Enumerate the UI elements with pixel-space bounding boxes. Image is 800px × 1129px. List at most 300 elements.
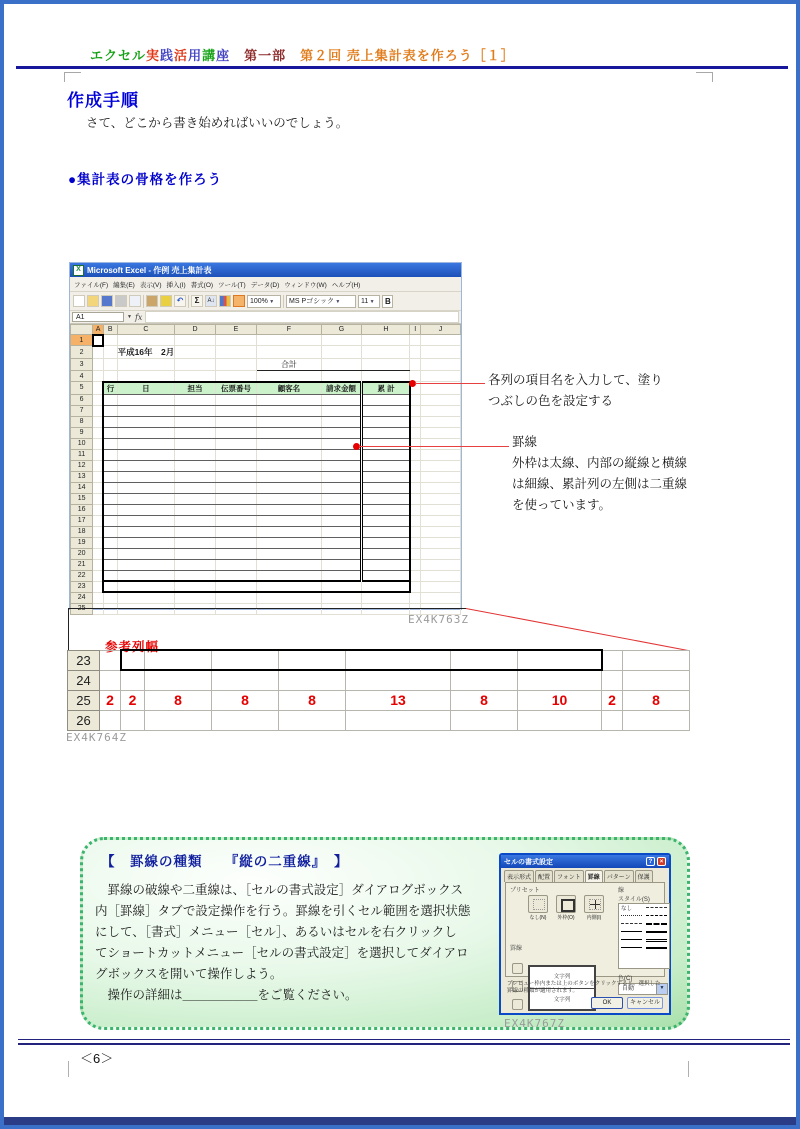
- dialog-tab-パターン[interactable]: パターン: [604, 870, 634, 882]
- formula-input[interactable]: [145, 311, 459, 323]
- grid-cell-D22[interactable]: [175, 570, 216, 581]
- grid-cell-F18[interactable]: [257, 526, 322, 537]
- grid-cell-G14[interactable]: [321, 482, 361, 493]
- grid-cell-E12[interactable]: [215, 460, 256, 471]
- grid-cell-D5[interactable]: 担当: [175, 382, 216, 395]
- grid-cell-D20[interactable]: [175, 548, 216, 559]
- column-header-G[interactable]: G: [321, 325, 361, 335]
- grid-cell-I8[interactable]: [410, 416, 421, 427]
- grid-cell-H9[interactable]: [362, 427, 410, 438]
- column-header-H[interactable]: H: [362, 325, 410, 335]
- grid-cell-C4[interactable]: [117, 371, 175, 382]
- grid-cell-E14[interactable]: [215, 482, 256, 493]
- grid-cell-E17[interactable]: [215, 515, 256, 526]
- row-header-10[interactable]: 10: [71, 438, 93, 449]
- grid-cell-B8[interactable]: [103, 416, 117, 427]
- grid-cell-J1[interactable]: [421, 335, 461, 346]
- grid-cell-C3[interactable]: [117, 359, 175, 371]
- grid-cell-G16[interactable]: [321, 504, 361, 515]
- grid-cell-I2[interactable]: [410, 346, 421, 359]
- grid-cell-A10[interactable]: [93, 438, 104, 449]
- grid-cell-B2[interactable]: [103, 346, 117, 359]
- grid-cell-I21[interactable]: [410, 559, 421, 570]
- grid-cell-C23[interactable]: [117, 581, 175, 592]
- grid-cell-E4[interactable]: [215, 371, 256, 382]
- grid-cell-D17[interactable]: [175, 515, 216, 526]
- grid-cell-G15[interactable]: [321, 493, 361, 504]
- line-style-dash-fine[interactable]: [644, 912, 669, 920]
- grid-cell-F22[interactable]: [257, 570, 322, 581]
- grid-cell-B13[interactable]: [103, 471, 117, 482]
- grid-cell-A17[interactable]: [93, 515, 104, 526]
- grid-cell-C13[interactable]: [117, 471, 175, 482]
- grid-cell-J21[interactable]: [421, 559, 461, 570]
- line-style-medium[interactable]: [644, 928, 669, 936]
- column-header-A[interactable]: A: [93, 325, 104, 335]
- row-header-7[interactable]: 7: [71, 405, 93, 416]
- grid-cell-D7[interactable]: [175, 405, 216, 416]
- grid-cell-D9[interactable]: [175, 427, 216, 438]
- grid-cell-I15[interactable]: [410, 493, 421, 504]
- grid-cell-C5[interactable]: 日: [117, 382, 175, 395]
- grid-cell-J4[interactable]: [421, 371, 461, 382]
- grid-cell-E13[interactable]: [215, 471, 256, 482]
- grid-cell-E7[interactable]: [215, 405, 256, 416]
- sort-icon[interactable]: A↓: [205, 295, 217, 307]
- line-style-thin2[interactable]: [619, 944, 644, 952]
- grid-cell-E3[interactable]: [215, 359, 256, 371]
- grid-cell-F1[interactable]: [257, 335, 322, 346]
- grid-cell-I12[interactable]: [410, 460, 421, 471]
- grid-cell-I9[interactable]: [410, 427, 421, 438]
- font-size-select[interactable]: 11 ▼: [358, 295, 380, 308]
- grid-cell-G21[interactable]: [321, 559, 361, 570]
- grid-cell-D12[interactable]: [175, 460, 216, 471]
- grid-cell-J8[interactable]: [421, 416, 461, 427]
- bold-button[interactable]: B: [382, 295, 393, 308]
- grid-cell-A12[interactable]: [93, 460, 104, 471]
- grid-cell-A1[interactable]: [93, 335, 104, 346]
- grid-cell-J12[interactable]: [421, 460, 461, 471]
- grid-cell-H7[interactable]: [362, 405, 410, 416]
- excel-menu-item[interactable]: ヘルプ(H): [331, 281, 361, 289]
- grid-cell-J18[interactable]: [421, 526, 461, 537]
- grid-cell-D14[interactable]: [175, 482, 216, 493]
- row-header-13[interactable]: 13: [71, 471, 93, 482]
- column-header-C[interactable]: C: [117, 325, 175, 335]
- grid-cell-D15[interactable]: [175, 493, 216, 504]
- grid-cell-H12[interactable]: [362, 460, 410, 471]
- grid-cell-F3[interactable]: 合計: [257, 359, 322, 371]
- grid-cell-A4[interactable]: [93, 371, 104, 382]
- grid-cell-B4[interactable]: [103, 371, 117, 382]
- grid-cell-H13[interactable]: [362, 471, 410, 482]
- excel-menu-item[interactable]: 表示(V): [139, 281, 162, 289]
- excel-menu-item[interactable]: 書式(O): [190, 281, 214, 289]
- grid-cell-J24[interactable]: [421, 592, 461, 603]
- row-header-17[interactable]: 17: [71, 515, 93, 526]
- grid-cell-D19[interactable]: [175, 537, 216, 548]
- grid-cell-E20[interactable]: [215, 548, 256, 559]
- grid-cell-I6[interactable]: [410, 394, 421, 405]
- grid-cell-C19[interactable]: [117, 537, 175, 548]
- grid-cell-C17[interactable]: [117, 515, 175, 526]
- grid-cell-D13[interactable]: [175, 471, 216, 482]
- grid-cell-J11[interactable]: [421, 449, 461, 460]
- grid-cell-D6[interactable]: [175, 394, 216, 405]
- grid-cell-A19[interactable]: [93, 537, 104, 548]
- grid-cell-E16[interactable]: [215, 504, 256, 515]
- grid-cell-F9[interactable]: [257, 427, 322, 438]
- grid-cell-B15[interactable]: [103, 493, 117, 504]
- grid-cell-C1[interactable]: [117, 335, 175, 346]
- grid-cell-D18[interactable]: [175, 526, 216, 537]
- grid-cell-J20[interactable]: [421, 548, 461, 559]
- grid-cell-A11[interactable]: [93, 449, 104, 460]
- grid-cell-E21[interactable]: [215, 559, 256, 570]
- grid-cell-I16[interactable]: [410, 504, 421, 515]
- grid-cell-C22[interactable]: [117, 570, 175, 581]
- row-header-19[interactable]: 19: [71, 537, 93, 548]
- grid-cell-F4[interactable]: [257, 371, 322, 382]
- grid-cell-C8[interactable]: [117, 416, 175, 427]
- dialog-close-icon[interactable]: ×: [657, 857, 666, 866]
- grid-cell-F21[interactable]: [257, 559, 322, 570]
- grid-cell-C21[interactable]: [117, 559, 175, 570]
- grid-cell-G6[interactable]: [321, 394, 361, 405]
- grid-cell-A7[interactable]: [93, 405, 104, 416]
- grid-cell-C7[interactable]: [117, 405, 175, 416]
- row-header-16[interactable]: 16: [71, 504, 93, 515]
- grid-cell-G11[interactable]: [321, 449, 361, 460]
- grid-cell-E2[interactable]: [215, 346, 256, 359]
- grid-cell-I20[interactable]: [410, 548, 421, 559]
- preset-inside-button[interactable]: [584, 895, 604, 913]
- font-name-select[interactable]: MS Pゴシック ▼: [286, 295, 356, 308]
- grid-cell-B16[interactable]: [103, 504, 117, 515]
- grid-cell-D21[interactable]: [175, 559, 216, 570]
- grid-cell-A20[interactable]: [93, 548, 104, 559]
- grid-cell-C24[interactable]: [117, 592, 175, 603]
- grid-cell-H2[interactable]: [362, 346, 410, 359]
- grid-cell-H16[interactable]: [362, 504, 410, 515]
- undo-icon[interactable]: ↶: [174, 295, 186, 307]
- grid-cell-I23[interactable]: [410, 581, 421, 592]
- row-header-15[interactable]: 15: [71, 493, 93, 504]
- grid-cell-G22[interactable]: [321, 570, 361, 581]
- row-header-6[interactable]: 6: [71, 394, 93, 405]
- grid-cell-C6[interactable]: [117, 394, 175, 405]
- grid-cell-F8[interactable]: [257, 416, 322, 427]
- select-all-corner[interactable]: [71, 325, 93, 335]
- grid-cell-A21[interactable]: [93, 559, 104, 570]
- grid-cell-B9[interactable]: [103, 427, 117, 438]
- grid-cell-G5[interactable]: 請求金額: [321, 382, 361, 395]
- grid-cell-F17[interactable]: [257, 515, 322, 526]
- grid-cell-G3[interactable]: [321, 359, 361, 371]
- new-document-icon[interactable]: [73, 295, 85, 307]
- grid-cell-A22[interactable]: [93, 570, 104, 581]
- grid-cell-F6[interactable]: [257, 394, 322, 405]
- grid-cell-I18[interactable]: [410, 526, 421, 537]
- excel-menu-item[interactable]: データ(D): [250, 281, 280, 289]
- grid-cell-B23[interactable]: [103, 581, 117, 592]
- grid-cell-J15[interactable]: [421, 493, 461, 504]
- grid-cell-A15[interactable]: [93, 493, 104, 504]
- grid-cell-A5[interactable]: [93, 382, 104, 395]
- grid-cell-A24[interactable]: [93, 592, 104, 603]
- border-bottom-button[interactable]: [512, 999, 523, 1010]
- grid-cell-I7[interactable]: [410, 405, 421, 416]
- grid-cell-H15[interactable]: [362, 493, 410, 504]
- grid-cell-H10[interactable]: [362, 438, 410, 449]
- grid-cell-B3[interactable]: [103, 359, 117, 371]
- grid-cell-E22[interactable]: [215, 570, 256, 581]
- grid-cell-F23[interactable]: [257, 581, 322, 592]
- grid-cell-B21[interactable]: [103, 559, 117, 570]
- grid-cell-H6[interactable]: [362, 394, 410, 405]
- grid-cell-D11[interactable]: [175, 449, 216, 460]
- excel-menu-item[interactable]: 編集(E): [113, 281, 135, 289]
- grid-cell-J14[interactable]: [421, 482, 461, 493]
- grid-cell-E6[interactable]: [215, 394, 256, 405]
- grid-cell-G4[interactable]: [321, 371, 361, 382]
- grid-cell-G12[interactable]: [321, 460, 361, 471]
- grid-cell-C14[interactable]: [117, 482, 175, 493]
- excel-menu-item[interactable]: ウィンドウ(W): [284, 281, 327, 289]
- grid-cell-G9[interactable]: [321, 427, 361, 438]
- grid-cell-C9[interactable]: [117, 427, 175, 438]
- print-preview-icon[interactable]: [129, 295, 141, 307]
- column-header-J[interactable]: J: [421, 325, 461, 335]
- grid-cell-E24[interactable]: [215, 592, 256, 603]
- grid-cell-J19[interactable]: [421, 537, 461, 548]
- grid-cell-F13[interactable]: [257, 471, 322, 482]
- grid-cell-G23[interactable]: [321, 581, 361, 592]
- dialog-tab-表示形式[interactable]: 表示形式: [504, 870, 534, 882]
- grid-cell-J17[interactable]: [421, 515, 461, 526]
- line-style-dotted[interactable]: [619, 912, 644, 920]
- grid-cell-F19[interactable]: [257, 537, 322, 548]
- grid-cell-A23[interactable]: [93, 581, 104, 592]
- grid-cell-D8[interactable]: [175, 416, 216, 427]
- grid-cell-F16[interactable]: [257, 504, 322, 515]
- grid-cell-A13[interactable]: [93, 471, 104, 482]
- grid-cell-G17[interactable]: [321, 515, 361, 526]
- row-header-1[interactable]: 1: [71, 335, 93, 346]
- row-header-12[interactable]: 12: [71, 460, 93, 471]
- grid-cell-G24[interactable]: [321, 592, 361, 603]
- grid-cell-D4[interactable]: [175, 371, 216, 382]
- grid-cell-F12[interactable]: [257, 460, 322, 471]
- grid-cell-I19[interactable]: [410, 537, 421, 548]
- grid-cell-H14[interactable]: [362, 482, 410, 493]
- grid-cell-F24[interactable]: [257, 592, 322, 603]
- grid-cell-E9[interactable]: [215, 427, 256, 438]
- dialog-help-icon[interactable]: ?: [646, 857, 655, 866]
- cell-name-box[interactable]: A1: [72, 312, 124, 322]
- preset-outline-button[interactable]: [556, 895, 576, 913]
- grid-cell-H24[interactable]: [362, 592, 410, 603]
- grid-cell-J3[interactable]: [421, 359, 461, 371]
- ok-button[interactable]: OK: [591, 997, 623, 1009]
- grid-cell-G18[interactable]: [321, 526, 361, 537]
- row-header-21[interactable]: 21: [71, 559, 93, 570]
- column-header-E[interactable]: E: [215, 325, 256, 335]
- grid-cell-B18[interactable]: [103, 526, 117, 537]
- grid-cell-F7[interactable]: [257, 405, 322, 416]
- grid-cell-J9[interactable]: [421, 427, 461, 438]
- grid-cell-E10[interactable]: [215, 438, 256, 449]
- autosum-icon[interactable]: Σ: [191, 295, 203, 307]
- drawing-toggle-icon[interactable]: [233, 295, 245, 307]
- line-style-thin[interactable]: [619, 928, 644, 936]
- grid-cell-E18[interactable]: [215, 526, 256, 537]
- line-style-dashed[interactable]: [644, 904, 669, 912]
- grid-cell-I14[interactable]: [410, 482, 421, 493]
- grid-cell-B19[interactable]: [103, 537, 117, 548]
- grid-cell-D10[interactable]: [175, 438, 216, 449]
- grid-cell-I17[interactable]: [410, 515, 421, 526]
- grid-cell-C18[interactable]: [117, 526, 175, 537]
- grid-cell-F14[interactable]: [257, 482, 322, 493]
- grid-cell-H3[interactable]: [362, 359, 410, 371]
- excel-menu-item[interactable]: ファイル(F): [74, 281, 109, 289]
- grid-cell-F15[interactable]: [257, 493, 322, 504]
- dialog-tab-保護[interactable]: 保護: [635, 870, 653, 882]
- row-header-5[interactable]: 5: [71, 382, 93, 395]
- color-dropdown-icon[interactable]: ▼: [656, 984, 667, 994]
- grid-cell-J7[interactable]: [421, 405, 461, 416]
- grid-cell-G8[interactable]: [321, 416, 361, 427]
- row-header-22[interactable]: 22: [71, 570, 93, 581]
- grid-cell-J16[interactable]: [421, 504, 461, 515]
- dialog-tab-フォント[interactable]: フォント: [554, 870, 584, 882]
- line-style-list[interactable]: [618, 903, 670, 969]
- grid-cell-H4[interactable]: [362, 371, 410, 382]
- row-header-18[interactable]: 18: [71, 526, 93, 537]
- grid-cell-E19[interactable]: [215, 537, 256, 548]
- row-header-9[interactable]: 9: [71, 427, 93, 438]
- grid-cell-F2[interactable]: [257, 346, 322, 359]
- grid-cell-I13[interactable]: [410, 471, 421, 482]
- grid-cell-A8[interactable]: [93, 416, 104, 427]
- print-icon[interactable]: [115, 295, 127, 307]
- row-header-20[interactable]: 20: [71, 548, 93, 559]
- grid-cell-E11[interactable]: [215, 449, 256, 460]
- grid-cell-F10[interactable]: [257, 438, 322, 449]
- row-header-14[interactable]: 14: [71, 482, 93, 493]
- grid-cell-I11[interactable]: [410, 449, 421, 460]
- grid-cell-B14[interactable]: [103, 482, 117, 493]
- grid-cell-G19[interactable]: [321, 537, 361, 548]
- grid-cell-B6[interactable]: [103, 394, 117, 405]
- grid-cell-J23[interactable]: [421, 581, 461, 592]
- row-header-8[interactable]: 8: [71, 416, 93, 427]
- grid-cell-J13[interactable]: [421, 471, 461, 482]
- dialog-tab-配置[interactable]: 配置: [535, 870, 553, 882]
- grid-cell-H17[interactable]: [362, 515, 410, 526]
- grid-cell-C2[interactable]: 平成16年 2月: [117, 347, 175, 357]
- grid-cell-H18[interactable]: [362, 526, 410, 537]
- save-icon[interactable]: [101, 295, 113, 307]
- line-style-thick[interactable]: [644, 944, 669, 952]
- grid-cell-I1[interactable]: [410, 335, 421, 346]
- name-box-dropdown-icon[interactable]: ▼: [127, 314, 132, 320]
- grid-cell-H1[interactable]: [362, 335, 410, 346]
- grid-cell-C20[interactable]: [117, 548, 175, 559]
- grid-cell-H20[interactable]: [362, 548, 410, 559]
- grid-cell-H19[interactable]: [362, 537, 410, 548]
- grid-cell-C12[interactable]: [117, 460, 175, 471]
- grid-cell-B1[interactable]: [103, 335, 117, 346]
- border-top-button[interactable]: [512, 963, 523, 974]
- line-style-double[interactable]: [644, 936, 669, 944]
- grid-cell-A2[interactable]: [93, 346, 104, 359]
- excel-menu-item[interactable]: ツール(T): [218, 281, 246, 289]
- grid-cell-I22[interactable]: [410, 570, 421, 581]
- grid-cell-J2[interactable]: [421, 346, 461, 359]
- grid-cell-J22[interactable]: [421, 570, 461, 581]
- grid-cell-B20[interactable]: [103, 548, 117, 559]
- grid-cell-J6[interactable]: [421, 394, 461, 405]
- grid-cell-B17[interactable]: [103, 515, 117, 526]
- grid-cell-A14[interactable]: [93, 482, 104, 493]
- grid-cell-B22[interactable]: [103, 570, 117, 581]
- grid-cell-B11[interactable]: [103, 449, 117, 460]
- column-header-I[interactable]: I: [410, 325, 421, 335]
- grid-cell-I24[interactable]: [410, 592, 421, 603]
- grid-cell-F20[interactable]: [257, 548, 322, 559]
- grid-cell-E23[interactable]: [215, 581, 256, 592]
- dialog-tab-罫線[interactable]: 罫線: [585, 870, 603, 882]
- grid-cell-B7[interactable]: [103, 405, 117, 416]
- grid-cell-D24[interactable]: [175, 592, 216, 603]
- grid-cell-C16[interactable]: [117, 504, 175, 515]
- grid-cell-D2[interactable]: [175, 346, 216, 359]
- grid-cell-H22[interactable]: [362, 570, 410, 581]
- grid-cell-A9[interactable]: [93, 427, 104, 438]
- grid-cell-B24[interactable]: [103, 592, 117, 603]
- grid-cell-H23[interactable]: [362, 581, 410, 592]
- preset-none-button[interactable]: [528, 895, 548, 913]
- grid-cell-E1[interactable]: [215, 335, 256, 346]
- grid-cell-A16[interactable]: [93, 504, 104, 515]
- grid-cell-A6[interactable]: [93, 394, 104, 405]
- grid-cell-D3[interactable]: [175, 359, 216, 371]
- grid-cell-H8[interactable]: [362, 416, 410, 427]
- grid-cell-H11[interactable]: [362, 449, 410, 460]
- format-painter-icon[interactable]: [160, 295, 172, 307]
- grid-cell-G1[interactable]: [321, 335, 361, 346]
- column-header-F[interactable]: F: [257, 325, 322, 335]
- grid-cell-C11[interactable]: [117, 449, 175, 460]
- grid-cell-E15[interactable]: [215, 493, 256, 504]
- column-header-B[interactable]: B: [103, 325, 117, 335]
- cancel-button[interactable]: キャンセル: [627, 997, 663, 1009]
- grid-cell-B12[interactable]: [103, 460, 117, 471]
- grid-cell-D16[interactable]: [175, 504, 216, 515]
- paste-icon[interactable]: [146, 295, 158, 307]
- zoom-select[interactable]: 100% ▼: [247, 295, 281, 308]
- grid-cell-I10[interactable]: [410, 438, 421, 449]
- row-header-23[interactable]: 23: [71, 581, 93, 592]
- grid-cell-F11[interactable]: [257, 449, 322, 460]
- fx-icon[interactable]: fx: [134, 312, 143, 322]
- grid-cell-G2[interactable]: [321, 346, 361, 359]
- grid-cell-E8[interactable]: [215, 416, 256, 427]
- column-header-D[interactable]: D: [175, 325, 216, 335]
